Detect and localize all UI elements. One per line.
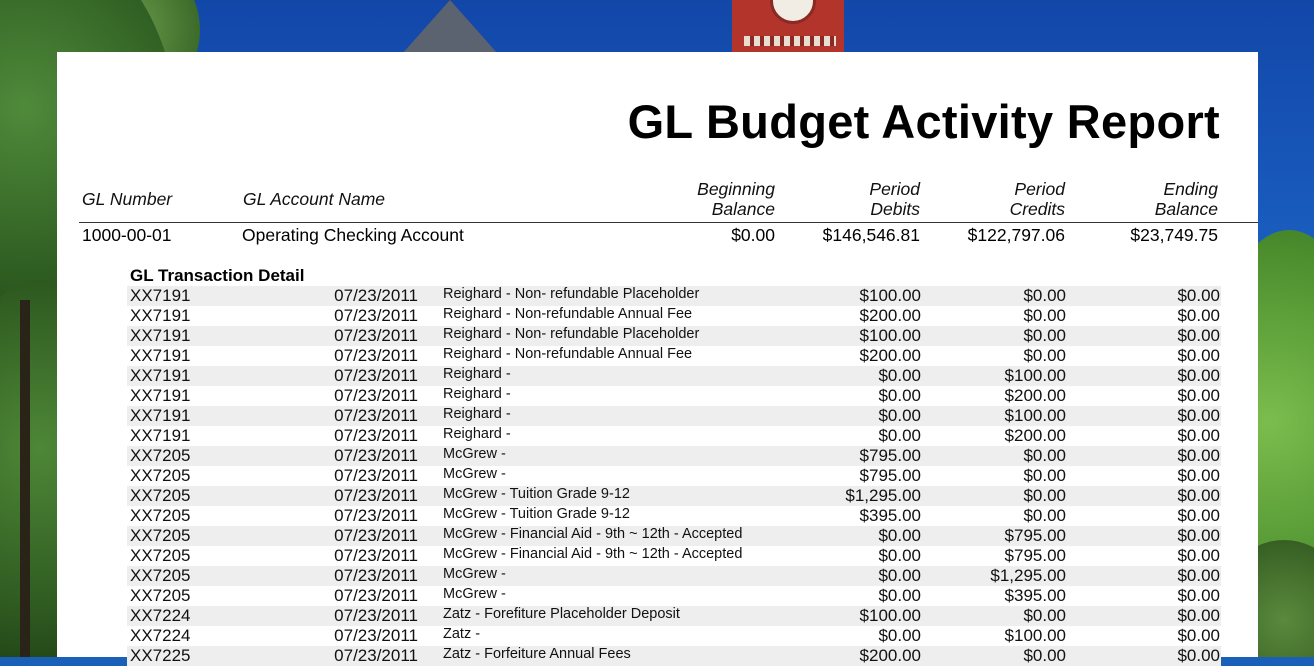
description-cell: Reighard - Non-refundable Annual Fee <box>443 306 693 322</box>
debit-cell: $395.00 <box>859 506 921 525</box>
table-row <box>127 606 1221 626</box>
debit-cell: $1,295.00 <box>845 486 921 505</box>
description-cell: Reighard - <box>443 386 511 402</box>
date-cell: 07/23/2011 <box>334 286 418 305</box>
description-cell: McGrew - <box>443 466 506 482</box>
col-header-period-debits: Period Debits <box>869 179 920 219</box>
description-cell: McGrew - Tuition Grade 9-12 <box>443 506 630 522</box>
gl-number-cell: XX7205 <box>130 486 191 505</box>
date-cell: 07/23/2011 <box>334 486 418 505</box>
gl-number-cell: XX7205 <box>130 446 191 465</box>
debit-cell: $100.00 <box>859 286 921 305</box>
gl-number-cell: XX7205 <box>130 586 191 605</box>
debit-cell: $0.00 <box>878 566 921 585</box>
debit-cell: $0.00 <box>878 546 921 565</box>
credit-cell: $200.00 <box>1004 386 1066 405</box>
table-row <box>127 486 1221 506</box>
gl-number-cell: XX7191 <box>130 306 191 325</box>
gl-number-cell: XX7191 <box>130 406 191 425</box>
description-cell: Reighard - Non- refundable Placeholder <box>443 286 700 302</box>
credit-cell: $200.00 <box>1004 426 1066 445</box>
date-cell: 07/23/2011 <box>334 526 418 545</box>
table-row <box>127 426 1221 446</box>
account-period-credits: $122,797.06 <box>967 225 1065 245</box>
ending-balance-cell: $0.00 <box>1177 546 1220 565</box>
table-row <box>127 366 1221 386</box>
date-cell: 07/23/2011 <box>334 466 418 485</box>
gl-number-cell: XX7205 <box>130 506 191 525</box>
col-header-ending-balance: Ending Balance <box>1154 179 1218 219</box>
account-beginning-balance: $0.00 <box>731 225 775 245</box>
description-cell: Reighard - Non-refundable Annual Fee <box>443 346 693 362</box>
gl-number-cell: XX7205 <box>130 566 191 585</box>
debit-cell: $0.00 <box>878 406 921 425</box>
ending-balance-cell: $0.00 <box>1177 446 1220 465</box>
ending-balance-cell: $0.00 <box>1177 466 1220 485</box>
description-cell: Zatz - Forfeiture Annual Fees <box>443 646 631 662</box>
transaction-detail-title: GL Transaction Detail <box>130 266 305 285</box>
debit-cell: $200.00 <box>859 646 921 665</box>
credit-cell: $100.00 <box>1004 406 1066 425</box>
debit-cell: $0.00 <box>878 426 921 445</box>
debit-cell: $795.00 <box>859 466 921 485</box>
credit-cell: $0.00 <box>1023 286 1066 305</box>
credit-cell: $100.00 <box>1004 366 1066 385</box>
report-page <box>57 52 1258 665</box>
description-cell: McGrew - <box>443 566 506 582</box>
table-row <box>127 566 1221 586</box>
date-cell: 07/23/2011 <box>334 626 418 645</box>
credit-cell: $0.00 <box>1023 646 1066 665</box>
tree-trunk <box>20 300 30 657</box>
date-cell: 07/23/2011 <box>334 606 418 625</box>
credit-cell: $395.00 <box>1004 586 1066 605</box>
transaction-table <box>127 286 1221 666</box>
ending-balance-cell: $0.00 <box>1177 586 1220 605</box>
date-cell: 07/23/2011 <box>334 506 418 525</box>
date-cell: 07/23/2011 <box>334 586 418 605</box>
col-header-gl-account-name: GL Account Name <box>243 189 386 209</box>
debit-cell: $100.00 <box>859 606 921 625</box>
debit-cell: $200.00 <box>859 346 921 365</box>
description-cell: McGrew - Financial Aid - 9th ~ 12th - Accepted <box>443 546 743 562</box>
date-cell: 07/23/2011 <box>334 306 418 325</box>
date-cell: 07/23/2011 <box>334 386 418 405</box>
description-cell: Zatz - <box>443 626 481 642</box>
debit-cell: $200.00 <box>859 306 921 325</box>
debit-cell: $0.00 <box>878 366 921 385</box>
description-cell: McGrew - <box>443 446 506 462</box>
table-row <box>127 406 1221 426</box>
table-row <box>127 646 1221 666</box>
credit-cell: $0.00 <box>1023 346 1066 365</box>
gl-number-cell: XX7205 <box>130 466 191 485</box>
debit-cell: $795.00 <box>859 446 921 465</box>
ending-balance-cell: $0.00 <box>1177 646 1220 665</box>
gl-number-cell: XX7225 <box>130 646 191 665</box>
table-row <box>127 386 1221 406</box>
description-cell: McGrew - Financial Aid - 9th ~ 12th - Accepted <box>443 526 743 542</box>
gl-number-cell: XX7191 <box>130 366 191 385</box>
account-ending-balance: $23,749.75 <box>1130 225 1218 245</box>
ending-balance-cell: $0.00 <box>1177 486 1220 505</box>
table-row <box>127 626 1221 646</box>
credit-cell: $795.00 <box>1004 546 1066 565</box>
col-header-beginning-balance: Beginning Balance <box>697 179 775 219</box>
credit-cell: $0.00 <box>1023 446 1066 465</box>
gl-number-cell: XX7191 <box>130 386 191 405</box>
description-cell: Reighard - <box>443 366 511 382</box>
gl-number-cell: XX7191 <box>130 286 191 305</box>
date-cell: 07/23/2011 <box>334 546 418 565</box>
gl-number-cell: XX7191 <box>130 326 191 345</box>
report-title: GL Budget Activity Report <box>627 95 1220 148</box>
table-row <box>127 446 1221 466</box>
description-cell: McGrew - Tuition Grade 9-12 <box>443 486 630 502</box>
header-divider <box>79 222 1258 223</box>
credit-cell: $0.00 <box>1023 466 1066 485</box>
date-cell: 07/23/2011 <box>334 346 418 365</box>
ending-balance-cell: $0.00 <box>1177 366 1220 385</box>
gl-number-cell: XX7205 <box>130 526 191 545</box>
credit-cell: $0.00 <box>1023 486 1066 505</box>
debit-cell: $100.00 <box>859 326 921 345</box>
table-row <box>127 506 1221 526</box>
table-row <box>127 306 1221 326</box>
description-cell: Reighard - <box>443 406 511 422</box>
ending-balance-cell: $0.00 <box>1177 346 1220 365</box>
debit-cell: $0.00 <box>878 586 921 605</box>
gl-number-cell: XX7191 <box>130 346 191 365</box>
table-row <box>127 326 1221 346</box>
col-header-period-credits: Period Credits <box>1009 179 1065 219</box>
ending-balance-cell: $0.00 <box>1177 526 1220 545</box>
ending-balance-cell: $0.00 <box>1177 326 1220 345</box>
ending-balance-cell: $0.00 <box>1177 426 1220 445</box>
ending-balance-cell: $0.00 <box>1177 286 1220 305</box>
debit-cell: $0.00 <box>878 386 921 405</box>
date-cell: 07/23/2011 <box>334 566 418 585</box>
table-row <box>127 526 1221 546</box>
credit-cell: $0.00 <box>1023 606 1066 625</box>
gl-number-cell: XX7205 <box>130 546 191 565</box>
credit-cell: $0.00 <box>1023 506 1066 525</box>
ending-balance-cell: $0.00 <box>1177 606 1220 625</box>
gl-number-cell: XX7191 <box>130 426 191 445</box>
table-row <box>127 466 1221 486</box>
tower-balustrade <box>744 36 836 46</box>
description-cell: Zatz - Forefiture Placeholder Deposit <box>443 606 680 622</box>
credit-cell: $0.00 <box>1023 306 1066 325</box>
table-row <box>127 586 1221 606</box>
gl-number-cell: XX7224 <box>130 606 191 625</box>
description-cell: Reighard - Non- refundable Placeholder <box>443 326 700 342</box>
account-number: 1000-00-01 <box>82 225 172 245</box>
table-row <box>127 546 1221 566</box>
debit-cell: $0.00 <box>878 526 921 545</box>
col-header-gl-number: GL Number <box>82 189 173 209</box>
credit-cell: $1,295.00 <box>990 566 1066 585</box>
table-row <box>127 346 1221 366</box>
ending-balance-cell: $0.00 <box>1177 506 1220 525</box>
credit-cell: $100.00 <box>1004 626 1066 645</box>
description-cell: Reighard - <box>443 426 511 442</box>
date-cell: 07/23/2011 <box>334 406 418 425</box>
account-period-debits: $146,546.81 <box>822 225 920 245</box>
credit-cell: $0.00 <box>1023 326 1066 345</box>
debit-cell: $0.00 <box>878 626 921 645</box>
ending-balance-cell: $0.00 <box>1177 626 1220 645</box>
ending-balance-cell: $0.00 <box>1177 566 1220 585</box>
ending-balance-cell: $0.00 <box>1177 306 1220 325</box>
date-cell: 07/23/2011 <box>334 326 418 345</box>
ending-balance-cell: $0.00 <box>1177 386 1220 405</box>
gl-number-cell: XX7224 <box>130 626 191 645</box>
credit-cell: $795.00 <box>1004 526 1066 545</box>
ending-balance-cell: $0.00 <box>1177 406 1220 425</box>
date-cell: 07/23/2011 <box>334 646 418 665</box>
date-cell: 07/23/2011 <box>334 426 418 445</box>
description-cell: McGrew - <box>443 586 506 602</box>
date-cell: 07/23/2011 <box>334 366 418 385</box>
church-spire <box>402 0 498 54</box>
date-cell: 07/23/2011 <box>334 446 418 465</box>
table-row <box>127 286 1221 306</box>
account-name: Operating Checking Account <box>242 225 464 245</box>
